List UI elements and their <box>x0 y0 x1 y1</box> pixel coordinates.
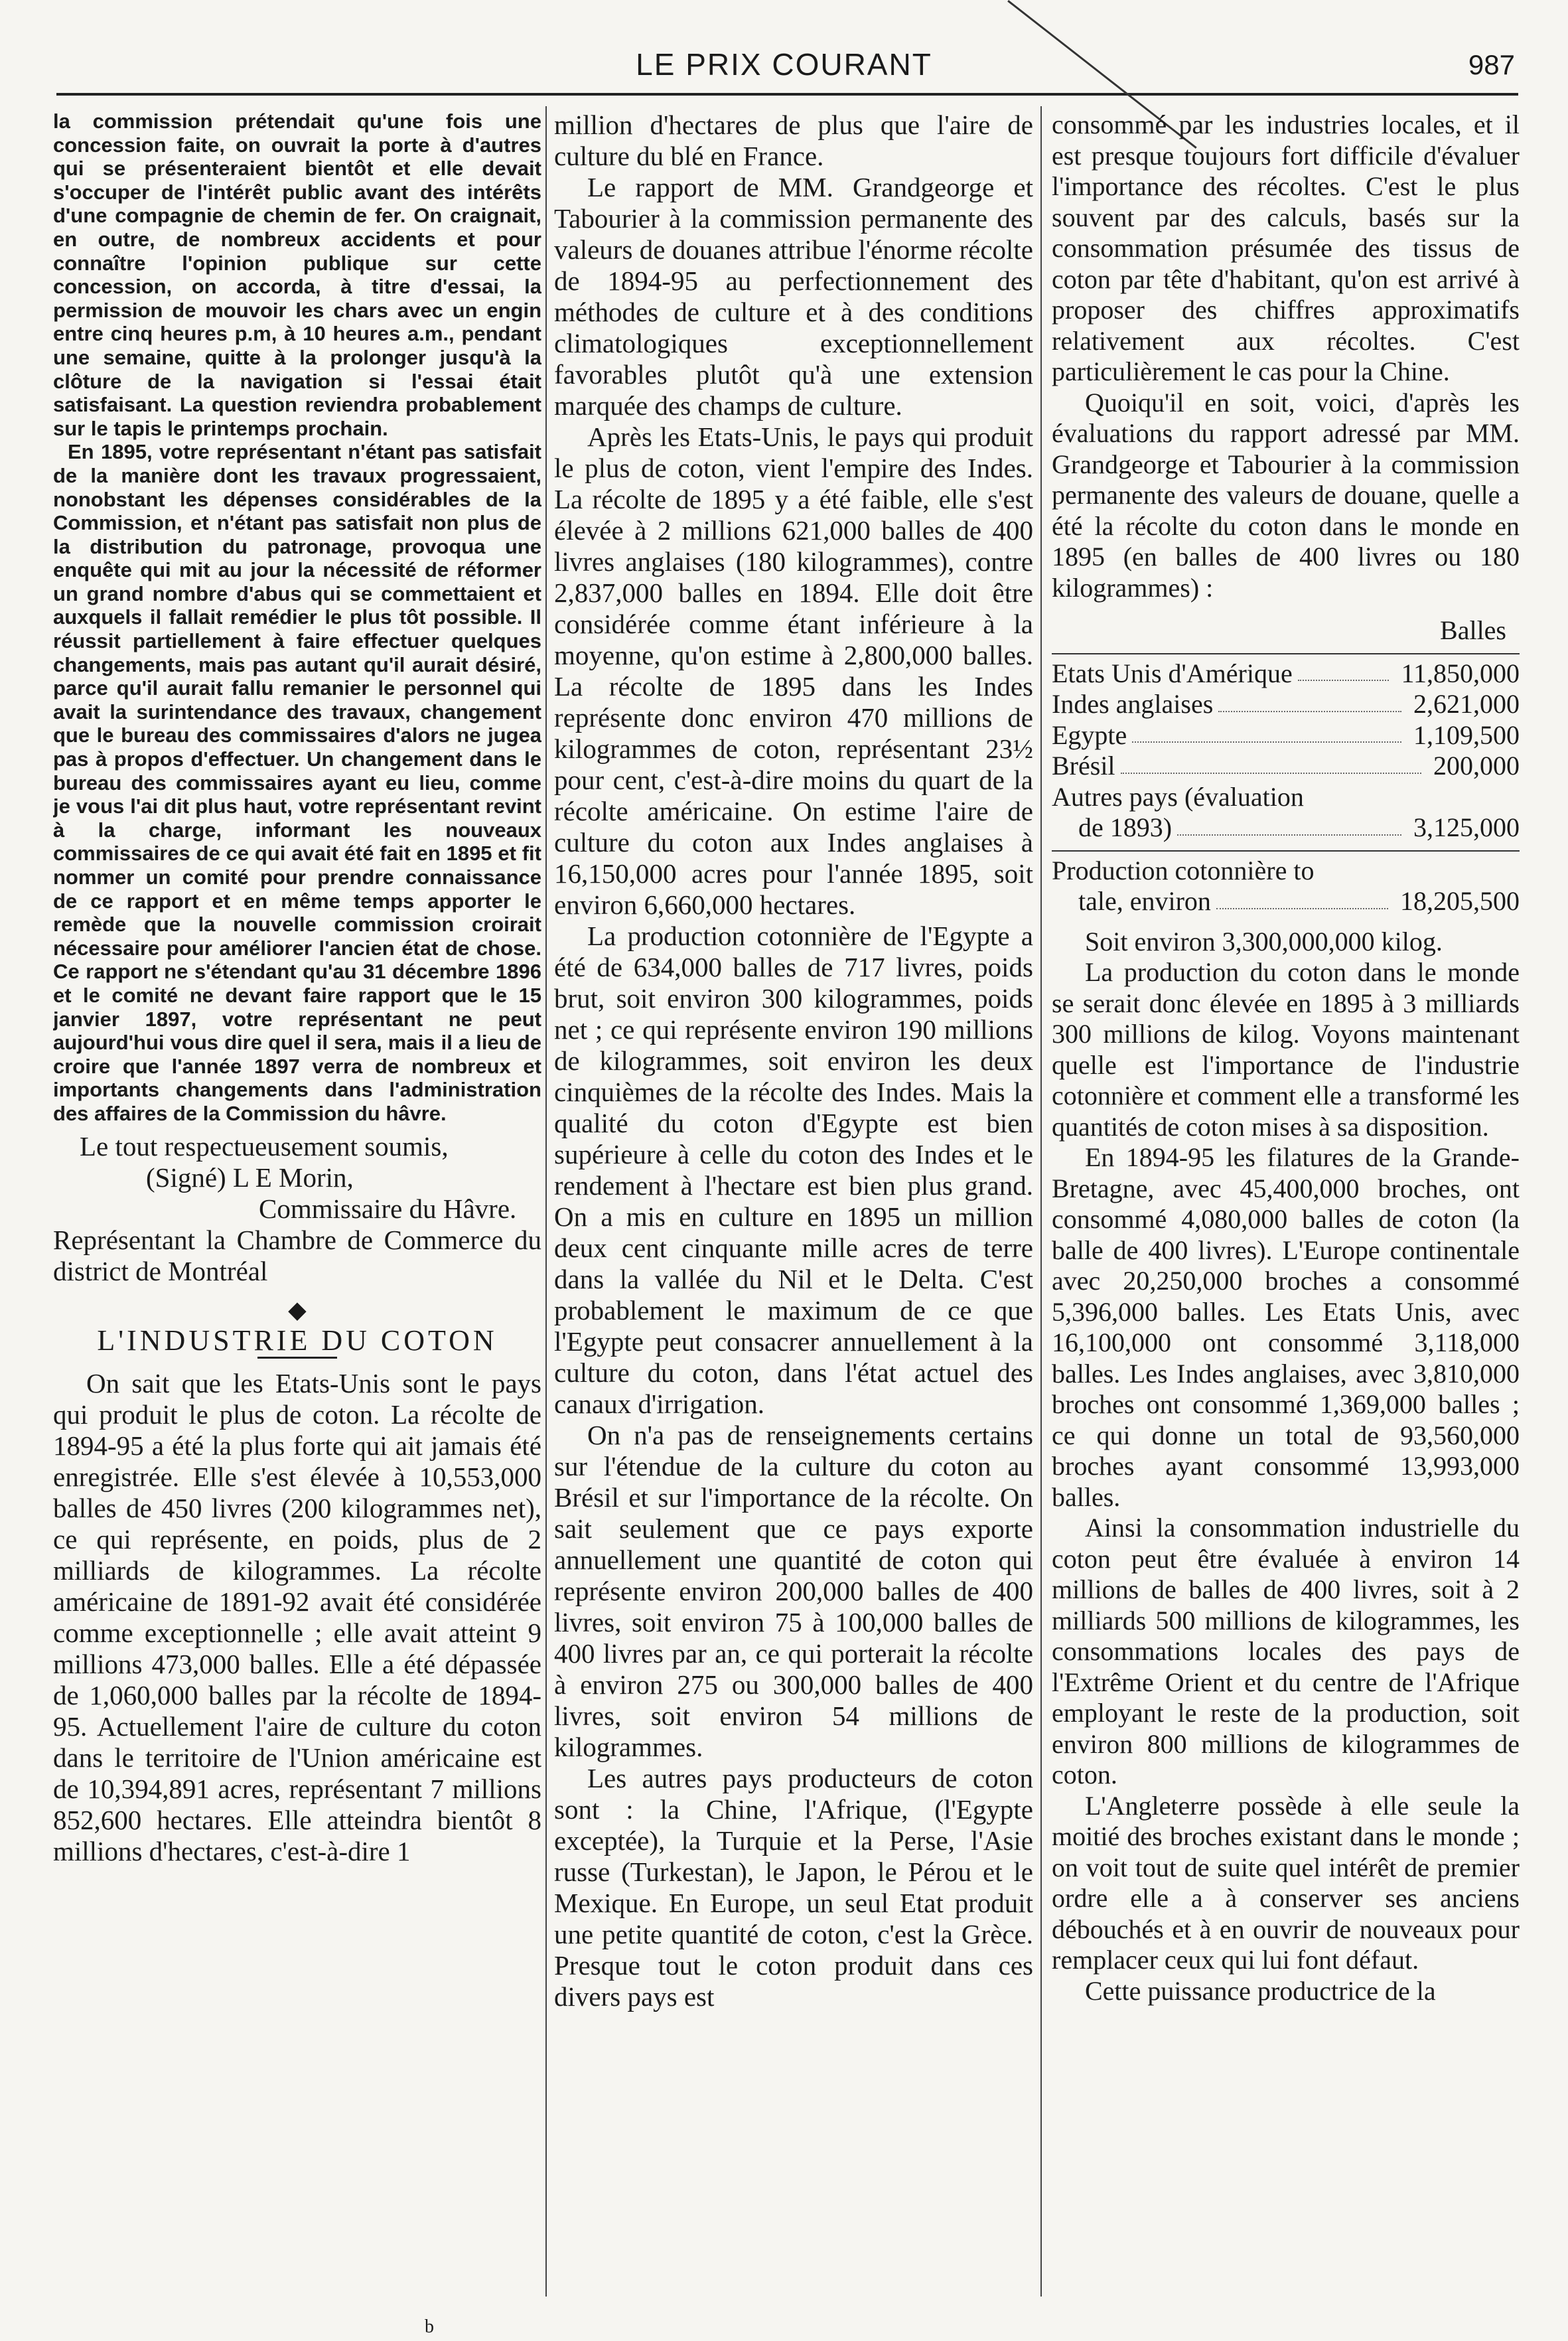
table-row-label: Autres pays (évaluation <box>1052 781 1304 812</box>
section-title: L'INDUSTRIE DU COTON <box>97 1324 498 1357</box>
col3-paragraph-3: Soit environ 3,300,000,000 kilog. <box>1085 926 1443 956</box>
col3-paragraph-4: La production du coton dans le monde se serait donc élevée en 1895 à 3 milliards 300 millions de kilog. Voyons maintenant quelle est l'importance de l'industrie cotonnière et comment elle a transformé les quantités de coton mises à sa disposition. <box>1052 957 1520 1142</box>
signature-name: (Signé) L E Morin, <box>146 1162 354 1193</box>
col2-paragraph-2: Le rapport de MM. Grandgeorge et Tabourier à la commission permanente des valeurs de douanes attribue l'énorme récolte de 1894-95 au perfectionnement des méthodes de culture et à des conditions climatologiques exceptionnellement favorables plutôt qu'à une extension marquée des champs de culture. <box>554 172 1033 421</box>
col2-paragraph-4: La production cotonnière de l'Egypte a été de 634,000 balles de 717 livres, poids brut, soit environ 300 kilogrammes, poids net ; ce qui représente environ 190 millions de kilogrammes, soit environ les deux cinquièmes de la récolte des Indes. Mais la qualité du coton d'Egypte est bien supérieure à celle du coton des Indes et le rendement à l'hectare est bien plus grand. On a mis en culture en 1895 un million deux cent cinquante mille acres de terre dans la vallée du Nil et le Delta. C'est probablement le maximum de ce que l'Egypte peut consacrer annuellement à la culture du coton, dans l'état actuel des canaux d'irrigation. <box>554 921 1033 1419</box>
header-rule <box>56 93 1518 96</box>
col2-paragraph-1: million d'hectares de plus que l'aire de culture du blé en France. <box>554 110 1033 171</box>
table-row <box>1052 751 1520 782</box>
col2-paragraph-5: On n'a pas de renseignements certains sur l'étendue de la culture du coton au Brésil et sur l'importance de la récolte. On sait seulement que ce pays exporte annuellement une quantité de coton qui représente environ 200,000 balles de 400 livres, soit environ 75 à 100,000 balles de 400 livres par an, ce qui porterait la récolte à environ 275 ou 300,000 balles de 400 livres, soit environ 54 millions de kilogrammes. <box>554 1420 1033 1762</box>
column-1 <box>53 110 541 2320</box>
col3-paragraph-5: En 1894-95 les filatures de la Grande-Bretagne, avec 45,400,000 broches, ont consommé 4,080,000 balles de coton (la balle de 400 livres). L'Europe continentale avec 20,250,000 broches a consommé 5,396,000 balles. Les Etats Unis, avec 16,100,000 ont consommé 3,118,000 balles. Les Indes anglaises, avec 3,810,000 broches ont consommé 1,369,000 balles ; ce qui donne un total de 93,560,000 broches ayant consommé 13,993,000 balles. <box>1052 1142 1520 1512</box>
col3-paragraph-2: Quoiqu'il en soit, voici, d'après les évaluations du rapport adressé par MM. Grandgeorge et Tabourier à la commission permanente des valeurs de douane, quelle a été la récolte du coton dans le monde en 1895 (en balles de 400 livres ou 180 kilogrammes) : <box>1052 387 1520 603</box>
table-total-label: Production cotonnière to <box>1052 855 1315 885</box>
signature-block <box>53 1131 541 1287</box>
column-divider-2 <box>1040 106 1042 2297</box>
leader-dots <box>1298 658 1390 682</box>
leader-dots <box>1132 720 1401 743</box>
page-header <box>0 0 1568 93</box>
leader-dots <box>1218 689 1401 712</box>
table-total-row <box>1052 856 1520 887</box>
column-divider-1 <box>545 106 547 2297</box>
signature-representation: Représentant la Chambre de Commerce du district de Montréal <box>53 1224 541 1286</box>
page-number: 987 <box>1468 49 1515 80</box>
col2-paragraph-3: Après les Etats-Unis, le pays qui produit le plus de coton, vient l'empire des Indes. La récolte de 1895 y a été faible, elle s'est élevée à 2 millions 621,000 balles de 400 livres anglaises (180 kilogrammes), contre 2,837,000 balles en 1894. Elle doit être considérée comme étant inférieure à la moyenne, qu'on estime à 2,800,000 balles. La récolte de 1895 dans les Indes représente donc environ 470 millions de kilogrammes de coton, représentant 23½ pour cent, c'est-à-dire moins du quart de la récolte américaine. On estime l'aire de culture du coton aux Indes anglaises à 16,150,000 acres pour l'année 1895, soit environ 6,660,000 hectares. <box>554 421 1033 920</box>
table-row-value <box>1513 782 1520 813</box>
leader-dots <box>1216 886 1388 909</box>
table-row <box>1052 658 1520 690</box>
table-row-value: 1,109,500 <box>1413 719 1520 750</box>
table-header: Balles <box>1440 615 1506 645</box>
table-row <box>1052 782 1520 813</box>
running-title: LE PRIX COURANT <box>636 47 932 82</box>
table-row <box>1052 720 1520 751</box>
cotton-harvest-table <box>1052 615 1520 917</box>
column-2 <box>554 110 1033 2320</box>
table-row <box>1052 812 1520 844</box>
article-paragraph-1: On sait que les Etats-Unis sont le pays qui produit le plus de coton. La récolte de 1894-95 a été la plus forte qui ait jamais été enregistrée. Elle s'est élevée à 10,553,000 balles de 450 livres (200 kilogrammes net), ce qui représente, en poids, plus de 2 milliards de kilogrammes. La récolte américaine de 1891-92 avait été considérée comme exceptionnelle ; elle avait atteint 9 millions 473,000 balles. Elle a été dépassée de 1,060,000 balles par la récolte de 1894-95. Actuellement l'aire de culture du coton dans le territoire de l'Union américaine est de 10,394,891 acres, représentant 7 millions 852,600 hectares. Elle atteindra bientôt 8 millions d'hectares, c'est-à-dire 1 <box>53 1367 541 1866</box>
table-total-rule <box>1052 850 1520 852</box>
table-row-label: de 1893) <box>1078 812 1173 842</box>
table-row-value: 200,000 <box>1433 751 1520 781</box>
title-rule <box>257 1357 337 1359</box>
table-total-value: 18,205,500 <box>1400 886 1520 916</box>
table-row-label: Etats Unis d'Amérique <box>1052 658 1293 688</box>
table-row-label: Indes anglaises <box>1052 689 1214 719</box>
table-total-label-2: tale, environ <box>1078 886 1211 916</box>
col3-paragraph-7: L'Angleterre possède à elle seule la moitié des broches existant dans le monde ; on voit tout de suite quel intérêt de premier ordre elle a à conserver ses anciens débouchés et à en ouvrir de nouveaux pour remplacer ceux qui lui font défaut. <box>1052 1790 1520 1975</box>
table-row-value: 2,621,000 <box>1413 689 1520 719</box>
signature-title: Commissaire du Hâvre. <box>259 1193 517 1224</box>
col2-paragraph-6: Les autres pays producteurs de coton sont : la Chine, l'Afrique, (l'Egypte exceptée), la Turquie et la Perse, l'Asie russe (Turkestan), le Japon, le Pérou et le Mexique. En Europe, un seul Etat produit une petite quantité de coton, c'est la Grèce. Presque tout le coton produit dans ces divers pays est <box>554 1763 1033 2012</box>
leader-dots <box>1121 751 1421 774</box>
leader-dots <box>1177 812 1401 836</box>
table-row-value: 3,125,000 <box>1413 812 1520 842</box>
column-3 <box>1052 110 1520 2320</box>
table-row-label: Egypte <box>1052 719 1127 750</box>
footer-mark: b <box>425 2316 434 2337</box>
section-ornament: ◆ <box>288 1297 307 1323</box>
table-top-rule <box>1052 653 1520 654</box>
table-total-row <box>1052 886 1520 917</box>
col3-paragraph-8: Cette puissance productrice de la <box>1085 1975 1436 2006</box>
col3-paragraph-6: Ainsi la consommation industrielle du coton peut être évaluée à environ 14 millions de balles de 400 livres, soit à 2 milliards 500 millions de kilogrammes, les consommations locales des pays de l'Extrême Orient et du centre de l'Afrique employant le reste de la production, soit environ 800 millions de kilogrammes de coton. <box>1052 1513 1520 1789</box>
closing-line: Le tout respectueusement soumis, <box>80 1130 449 1162</box>
col1-paragraph-1: la commission prétendait qu'une fois une concession faite, on ouvrait la porte à d'autres qui se présenteraient bientôt et elle devait s'occuper de l'intérêt public avant des intérêts d'une compagnie de chemin de fer. On craignait, en outre, de nombreux accidents et pour connaître l'opinion publique sur cette concession, on accorda, à titre d'essai, la permission de mouvoir les chars avec un engin entre cinq heures p.m, à 10 heures a.m., pendant une semaine, quitte à la prolonger jusqu'à la clôture de la navigation si l'essai était satisfaisant. La question reviendra probablement sur le tapis le printemps prochain. <box>53 110 541 440</box>
table-row <box>1052 689 1520 720</box>
table-row-label: Brésil <box>1052 751 1115 781</box>
col3-paragraph-1: consommé par les industries locales, et il est presque toujours fort difficile d'évaluer l'importance des récoltes. C'est le plus souvent par des calculs, basés sur la consommation présumée des tissus de coton par tête d'habitant, qu'on est arrivé à proposer des chiffres approximatifs relativement aux récoltes. C'est particulièrement le cas pour la Chine. <box>1052 110 1520 386</box>
table-row-value: 11,850,000 <box>1401 658 1520 688</box>
col1-paragraph-2: En 1895, votre représentant n'étant pas satisfait de la manière dont les travaux progressaient, nonobstant les dépenses considérables de la Commission, et n'étant pas satisfait non plus de la distribution du patronage, provoqua une enquête qui mit au jour la nécessité de réformer un grand nombre d'abus qui se commettaient et auxquels il fallait remédier le plus tôt possible. Il réussit partiellement à faire effectuer quelques changements, mais pas autant qu'il aurait désiré, parce qu'il aurait fallu remanier le personnel qui avait la surintendance des travaux, changement que le bureau des commissaires d'alors ne jugea pas à propos d'effectuer. Un changement dans le bureau des commissaires ayant eu lieu, comme je vous l'ai dit plus haut, votre représentant revint à la charge, informant les nouveaux commissaires de ce qui avait été fait en 1895 et fit nommer un comité pour prendre connaissance de ce rapport et en même temps apporter le remède que la nouvelle commission croirait nécessaire pour améliorer l'ancien état de chose. Ce rapport ne s'étendant qu'au 31 décembre 1896 et le comité ne devant faire rapport que le 15 janvier 1897, votre représentant ne peut aujourd'hui vous dire quel il sera, mais il a lieu de croire que l'année 1897 verra de nombreux et importants changements dans l'administration des affaires de la Commission du hâvre. <box>53 440 541 1125</box>
